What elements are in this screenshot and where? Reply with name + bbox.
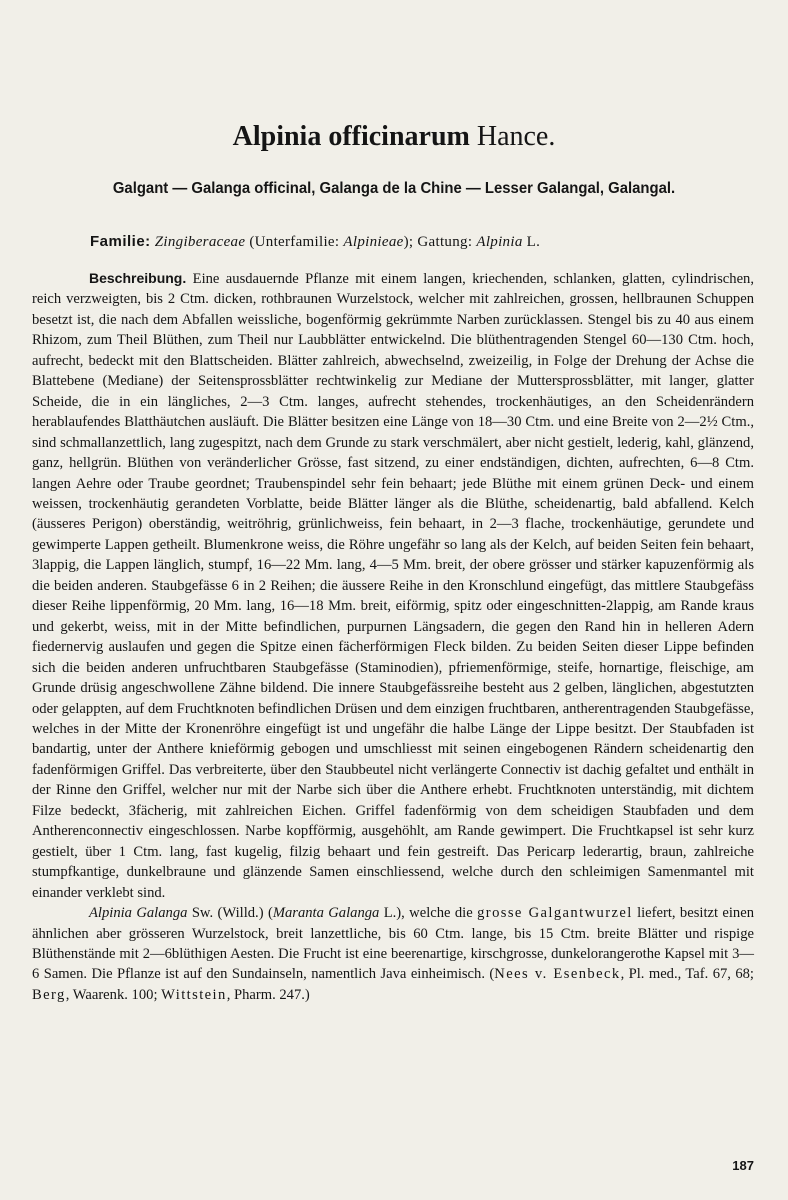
note-reference: Nees v. Esenbeck [494,966,621,983]
note-reference: Berg [32,986,66,1003]
family-text: (Unterfamilie: [245,234,344,250]
note-reference: Wittstein [161,986,227,1003]
description-text: Eine ausdauernde Pflanze mit einem langen, kriechenden, schlanken, glatten, cylindrischen, reich verzweigten, bis 2 Ctm. dicken, rothbraunen Wurzelstock, welcher mit zahlreichen, grossen, hellbraunen Schuppen besetzt ist, die nach dem Abfallen weissliche, bogenförmig gekrümmte Narben zurücklassen. Stengel bis zu 40 aus einem Rhizom, zum Theil Blüthen, zum Theil nur Laubblätter entwickelnd. Die blüthentragenden Stengel 60—130 Ctm. hoch, aufrecht, bedeckt mit den Blattscheiden. Blätter zahlreich, abwechselnd, zweizeilig, in Folge der Drehung der Achse die Blattebene (Mediane) der Seitensprossblätter rechtwinkelig zur Mediane der Muttersprossblätter, mit langer, glatter Scheide, die in ein längliches, 2—3 Ctm. langes, aufrecht stehendes, trockenhäutiges, an den Scheidenrändern herablaufendes Blatthäutchen ausläuft. Die Blätter besitzen eine Länge von 18—30 Ctm. und eine Breite von 2—2½ Ctm., sind schmallanzettlich, lang zugespitzt, nach dem Grunde zu stark verschmälert, aber nicht gestielt, lederig, kahl, glänzend, ganz, hellgrün. Blüthen von veränderlicher Grösse, fast sitzend, zu einer endständigen, dichten, aufrechten, 6—8 Ctm. langen Aehre oder Traube geordnet; Traubenspindel sehr fein behaart; jede Blüthe mit einem grünen Deck- und einem weissen, trockenhäutig gerandeten Vorblatte, beide Blätter länger als die Blüthe, scheidenartig, bald abfallend. Kelch (äusseres Perigon) oberständig, weitröhrig, grünlichweiss, fein behaart, in 2—3 flache, trockenhäutige, gerundete und gewimperte Lappen getheilt. Blumenkrone weiss, die Röhre ungefähr so lang als der Kelch, auf beiden Seiten fein behaart, 3lappig, die Lappen länglich, stumpf, 16—22 Mm. lang, 4—5 Mm. breit, der obere grösser und stärker kapuzenförmig als die beiden anderen. Staubgefässe 6 in 2 Reihen; die äussere Reihe in den Kronschlund eingefügt, das mittlere Staubgefäss dieser Reihe lippenförmig, 20 Mm. lang, 16—18 Mm. breit, eiförmig, spitz oder eingeschnitten-2lappig, am Rande kraus und gekerbt, weiss, mit in der Mitte befindlichen, purpurnen Längsadern, die gegen den Rand hin in helleren Adern fiedernervig auslaufen und gegen die Spitze einen fächerförmigen Fleck bilden. Zu beiden Seiten dieser Lippe befinden sich die beiden anderen unfruchtbaren Staubgefässe (Staminodien), pfriemenförmige, steife, hornartige, fleischige, am Grunde drüsig angeschwollene Zähne bildend. Die innere Staubgefässreihe besteht aus 2 gelben, länglichen, abgestutzten oder gelappten, auf dem Fruchtknoten befindlichen Drüsen und dem einzigen fruchtbaren, antherentragenden Staubgefässe, welches in der Mitte der Kronenröhre eingefügt ist und ungefähr die halbe Länge der Lippe besitzt. Der Staubfaden ist bandartig, unter der Anthere knieförmig gebogen und umschliesst mit seinen eingebogenen Rändern scheidenartig den fadenförmigen Griffel. Das verbreiterte, über den Staubbeutel nicht verlängerte Connectiv ist dachig gefaltet und enthält in der Rinne den Griffel, welcher nur mit der Narbe sich über die Anthere erhebt. Fruchtknoten unterständig, mit dichtem Filze bedeckt, 3fächerig, mit zahlreichen Eichen. Griffel fadenförmig von dem scheidigen Staubfaden und dem Antherenconnectiv eingeschlossen. Narbe kopfförmig, ausgehöhlt, am Rande gewimpert. Die Fruchtkapsel ist sehr kurz gestielt, über 1 Ctm. lang, fast kugelig, filzig behaart und fein gestreift. Das Pericarp lederartig, braun, zahlreiche stumpfkantige, dunkelbraune und glänzende Samen einschliessend, welche durch den schleimigen Samenmantel mit einander verklebt sind. [32,271,754,901]
note-text: , Pharm. 247.) [226,986,310,1003]
genus-name: Alpinia [476,234,523,250]
note-text: , Pl. med., Taf. 67, 68; [620,966,754,983]
description-lead: Beschreibung. [89,270,187,286]
family-line [90,232,748,252]
note-species: Alpinia Galanga [89,905,188,922]
family-name: Zingiberaceae [154,234,246,250]
common-names: Galgant — Galanga officinal, Galanga de la Chine — Lesser Galangal, Galangal. [112,180,676,197]
species-author: Hance. [476,121,556,152]
note-text: , [65,986,73,1003]
note-emphasis: grosse Galgantwurzel [477,905,633,922]
page-title [0,120,788,154]
family-text: L. [522,234,541,250]
note-text: L.), welche die [379,905,478,922]
description-paragraph [32,268,754,903]
note-text: liefert, besitzt einen ähnlichen aber grösseren Wurzelstock, breit lanzettliche, bis 60 Ctm. lange, bis 15 Ctm. breite Blätter und rispige Blüthenstände mit 2—6blüthigen Aesten. Die Frucht ist eine beerenartige, kirschgrosse, dunkelorangerothe Kapsel mit 3—6 Samen. Die Pflanze ist auf den Sundainseln, namentlich Java einheimisch. ( [32,905,755,983]
note-paragraph [32,903,754,1005]
body-text [32,268,754,1005]
note-text: Sw. (Willd.) ( [187,905,273,922]
subfamily-name: Alpinieae [343,234,404,250]
note-text: 100; [127,986,162,1003]
page-number: 187 [732,1158,754,1173]
note-synonym: Maranta Galanga [272,905,380,922]
species-name: Alpinia officinarum [232,121,470,152]
family-label: Familie: [90,233,151,250]
family-text: ); Gattung: [403,234,477,250]
note-reference: Waarenk. [72,986,128,1003]
